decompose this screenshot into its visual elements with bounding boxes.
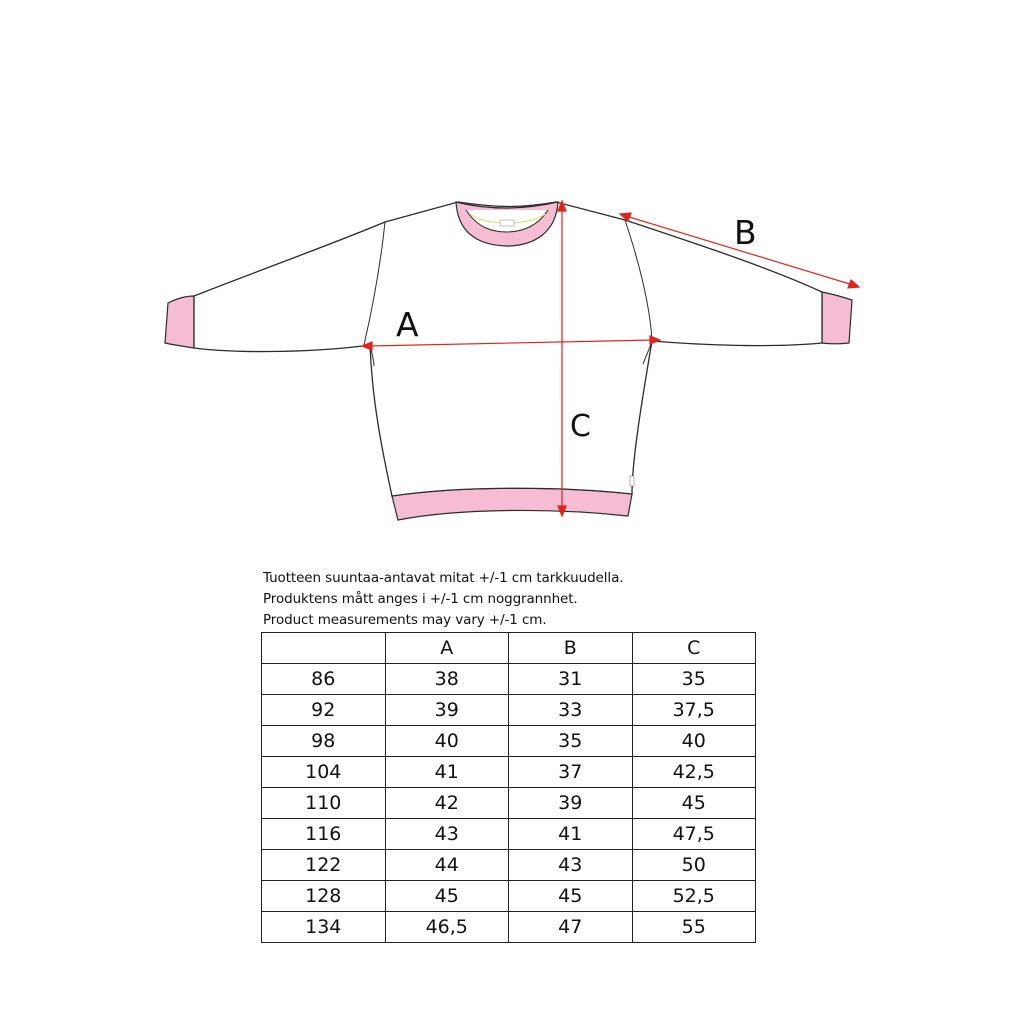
cell-a: 43 (385, 819, 509, 850)
table-row (262, 788, 756, 819)
cell-b: 39 (509, 788, 633, 819)
cell-a: 39 (385, 695, 509, 726)
header-b: B (509, 633, 633, 664)
cell-b: 41 (509, 819, 633, 850)
cell-c: 35 (632, 664, 756, 695)
table-row (262, 912, 756, 943)
cell-size: 122 (262, 850, 386, 881)
cell-size: 104 (262, 757, 386, 788)
table-row (262, 819, 756, 850)
cell-a: 38 (385, 664, 509, 695)
cell-a: 40 (385, 726, 509, 757)
measurement-notes (263, 568, 623, 631)
cell-size: 86 (262, 664, 386, 695)
note-finnish: Tuotteen suuntaa-antavat mitat +/-1 cm tarkkuudella. (263, 570, 624, 586)
table-row (262, 664, 756, 695)
cell-size: 98 (262, 726, 386, 757)
cell-size: 116 (262, 819, 386, 850)
table-row (262, 757, 756, 788)
cell-b: 45 (509, 881, 633, 912)
cell-c: 47,5 (632, 819, 756, 850)
cell-c: 52,5 (632, 881, 756, 912)
cell-b: 31 (509, 664, 633, 695)
cell-a: 46,5 (385, 912, 509, 943)
side-tag-icon (630, 476, 634, 486)
neck-label-icon (500, 220, 514, 226)
cell-size: 128 (262, 881, 386, 912)
table-header-row (262, 633, 756, 664)
cell-b: 33 (509, 695, 633, 726)
cell-b: 47 (509, 912, 633, 943)
cell-size: 92 (262, 695, 386, 726)
cell-c: 37,5 (632, 695, 756, 726)
left-cuff (165, 296, 194, 348)
cell-a: 44 (385, 850, 509, 881)
cell-a: 41 (385, 757, 509, 788)
cell-size: 110 (262, 788, 386, 819)
right-cuff (822, 292, 852, 344)
label-a: A (396, 305, 419, 344)
table-row (262, 726, 756, 757)
table-row (262, 850, 756, 881)
cell-a: 45 (385, 881, 509, 912)
table-row (262, 695, 756, 726)
cell-c: 55 (632, 912, 756, 943)
note-swedish: Produktens mått anges i +/-1 cm noggrannhet. (263, 591, 578, 607)
cell-b: 37 (509, 757, 633, 788)
cell-a: 42 (385, 788, 509, 819)
size-chart-table (261, 632, 756, 943)
note-english: Product measurements may vary +/-1 cm. (263, 612, 547, 628)
cell-b: 43 (509, 850, 633, 881)
hem-rib (392, 488, 632, 520)
cell-c: 45 (632, 788, 756, 819)
label-c: C (570, 409, 591, 444)
cell-size: 134 (262, 912, 386, 943)
cell-c: 42,5 (632, 757, 756, 788)
header-a: A (385, 633, 509, 664)
label-b: B (734, 213, 757, 252)
table-row (262, 881, 756, 912)
cell-b: 35 (509, 726, 633, 757)
header-c: C (632, 633, 756, 664)
cell-c: 40 (632, 726, 756, 757)
cell-c: 50 (632, 850, 756, 881)
header-size (262, 633, 386, 664)
